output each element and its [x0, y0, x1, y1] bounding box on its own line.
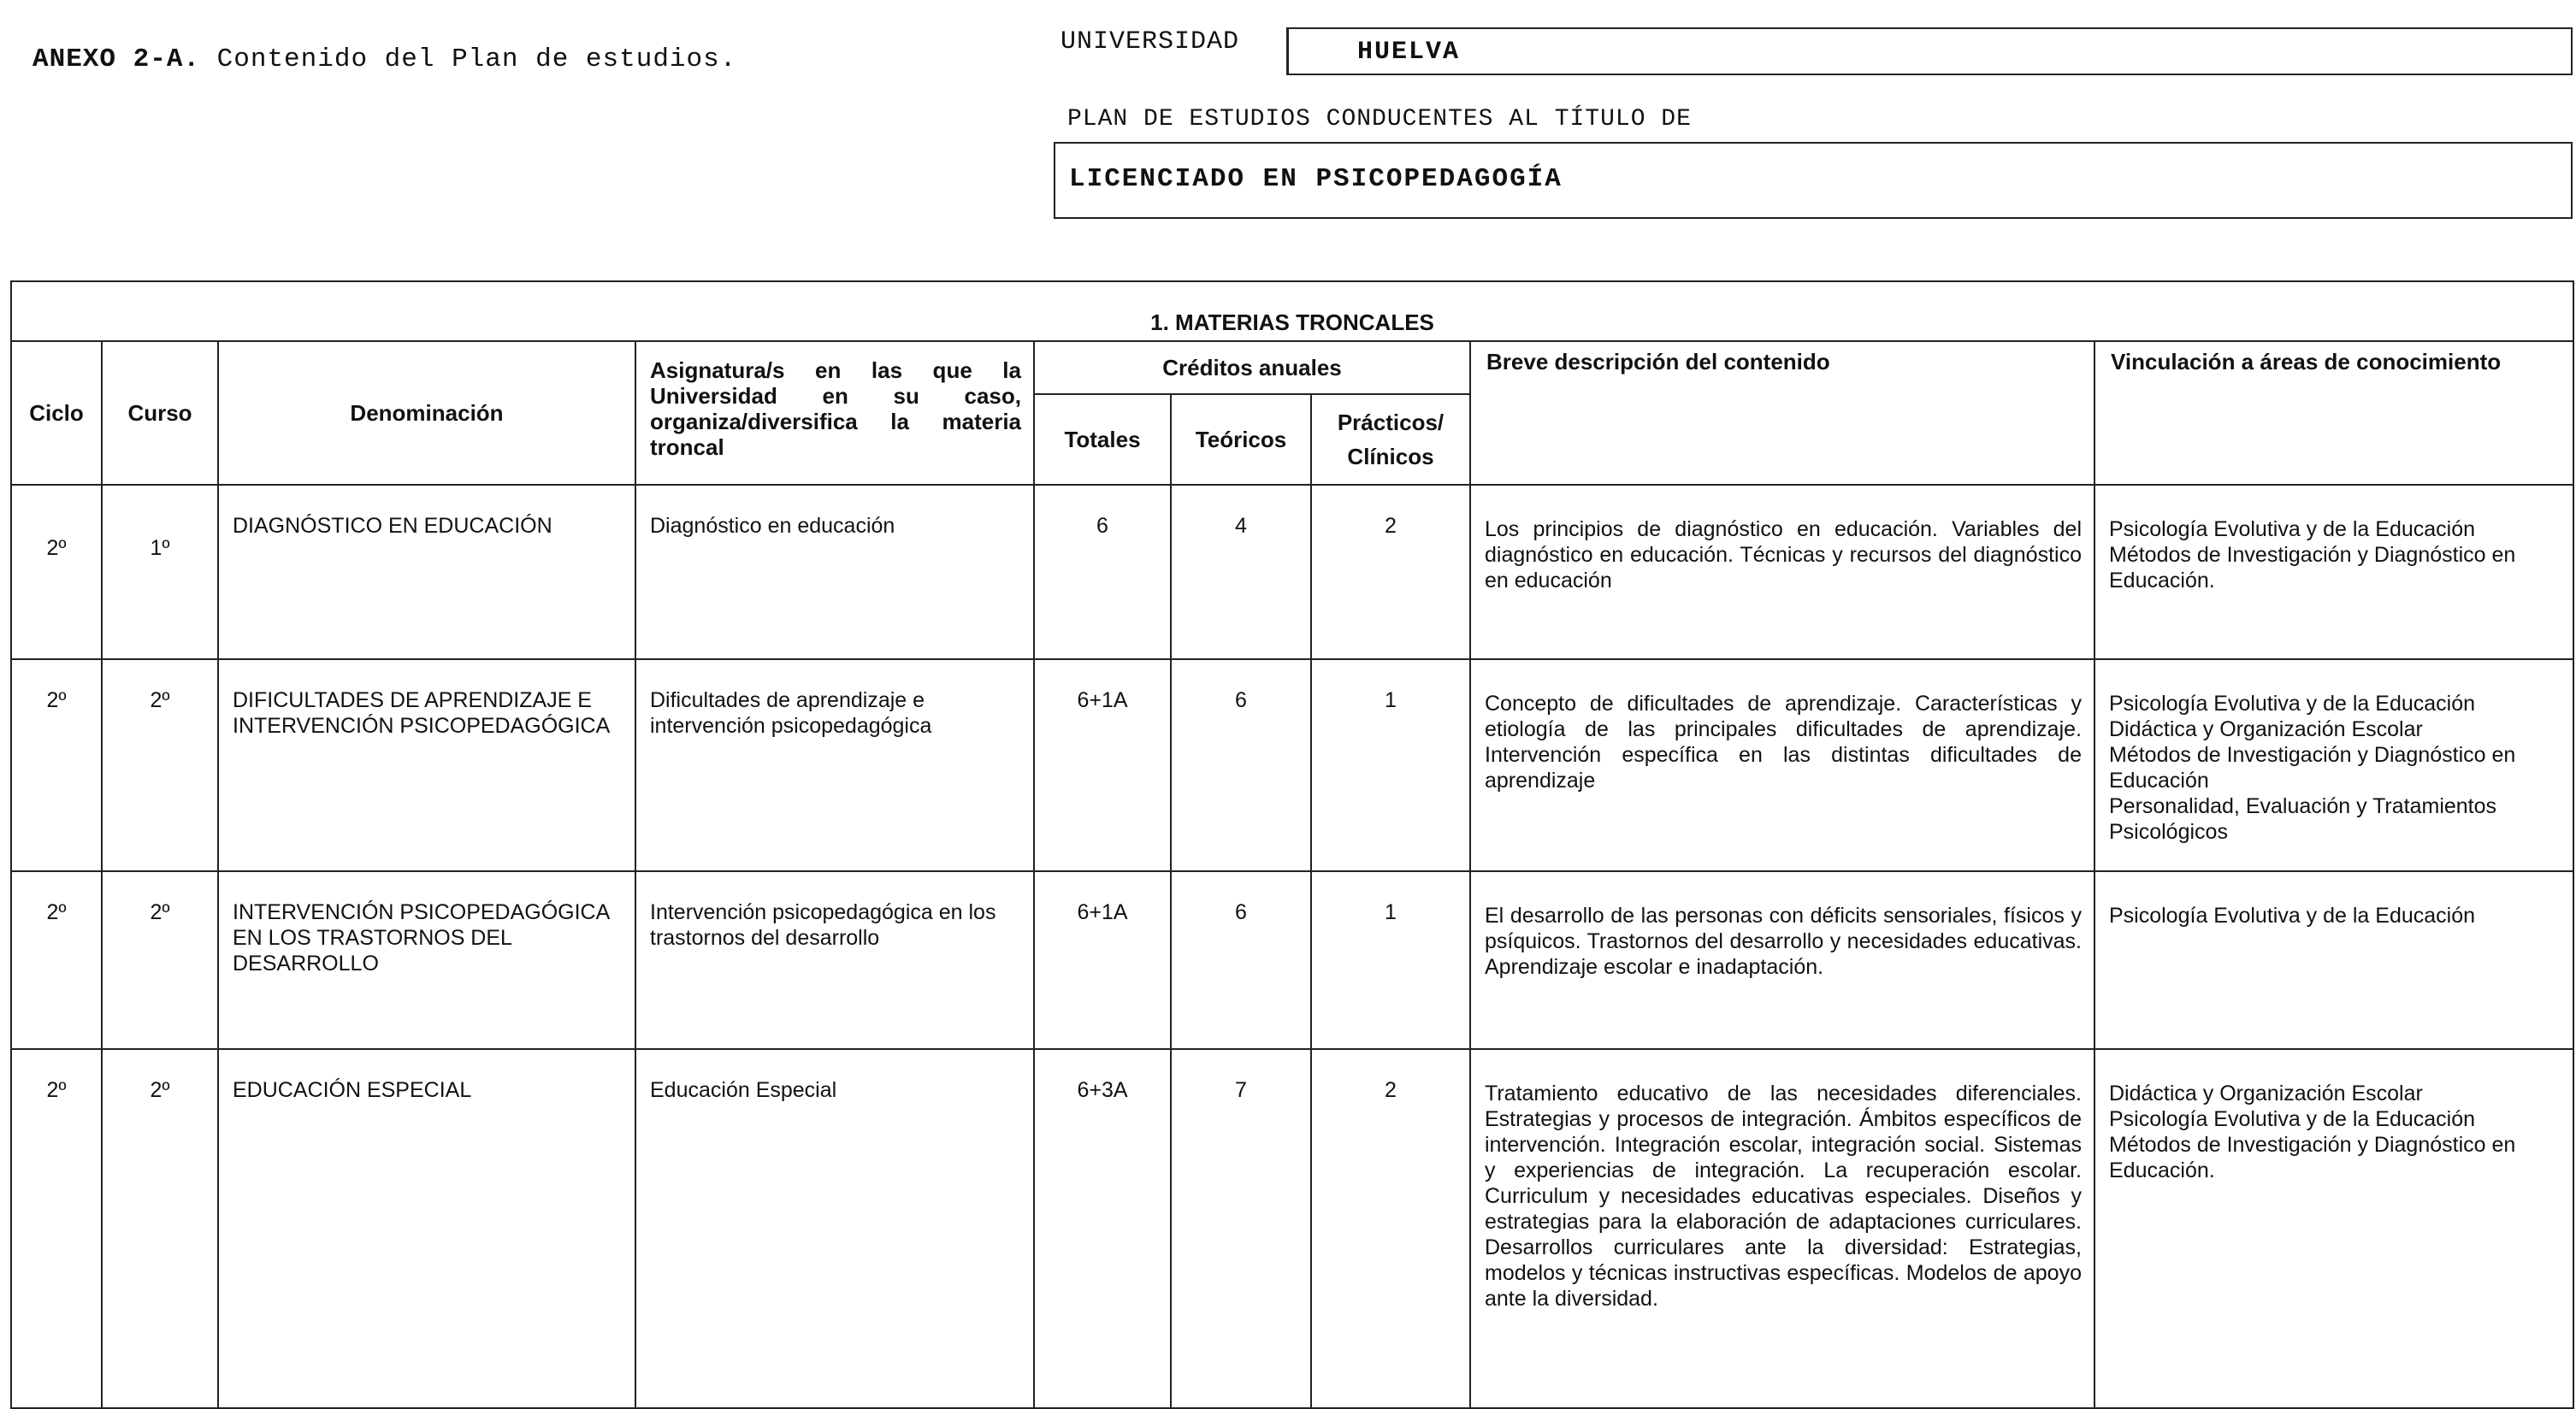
cell-teoricos: 6: [1171, 659, 1311, 871]
cell-practicos: 2: [1311, 1049, 1470, 1408]
cell-ciclo: 2º: [11, 659, 102, 871]
header-practicos-line1: Prácticos/: [1337, 410, 1445, 435]
area-item: Didáctica y Organización Escolar: [2109, 717, 2423, 741]
cell-vinculacion: [2094, 485, 2573, 659]
cell-denominacion: DIFICULTADES DE APRENDIZAJE E INTERVENCIÓN PSICOPEDAGÓGICA: [218, 659, 635, 871]
table-row: [11, 659, 2573, 871]
cell-ciclo: 2º: [11, 485, 102, 659]
cell-descripcion: Concepto de dificultades de aprendizaje. Características y etiología de las principales dificultades de aprendizaje. Intervención específica en las distintas dificultades de aprendizaje: [1470, 659, 2094, 871]
cell-denominacion: INTERVENCIÓN PSICOPEDAGÓGICA EN LOS TRASTORNOS DEL DESARROLLO: [218, 871, 635, 1049]
cell-totales: 6: [1034, 485, 1171, 659]
cell-descripcion: Tratamiento educativo de las necesidades diferenciales. Estrategias y procesos de integración. Ámbitos específicos de intervención. Integración escolar, integración social. Sistemas y experiencias de integración. La recuperación escolar. Curriculum y necesidades educativas especiales. Diseños y estrategias para la elaboración de adaptaciones curriculares. Desarrollos curriculares ante la diversidad: Estrategias, modelos y técnicas instructivas específicas. Modelos de apoyo ante la diversidad.: [1470, 1049, 2094, 1408]
cell-descripcion: El desarrollo de las personas con déficits sensoriales, físicos y psíquicos. Trastornos del desarrollo y necesidades educativas. Aprendizaje escolar e inadaptación.: [1470, 871, 2094, 1049]
cell-curso: 2º: [102, 659, 218, 871]
header-asignatura: Asignatura/s en las que la Universidad en su caso, organiza/diversifica la materia troncal: [635, 341, 1034, 485]
header-descripcion: Breve descripción del contenido: [1470, 341, 2094, 485]
cell-denominacion: DIAGNÓSTICO EN EDUCACIÓN: [218, 485, 635, 659]
cell-curso: 1º: [102, 485, 218, 659]
cell-teoricos: 7: [1171, 1049, 1311, 1408]
cell-ciclo: 2º: [11, 1049, 102, 1408]
header-vinculacion: Vinculación a áreas de conocimiento: [2094, 341, 2573, 485]
cell-vinculacion: [2094, 659, 2573, 871]
table-row: [11, 1049, 2573, 1408]
cell-vinculacion: [2094, 1049, 2573, 1408]
cell-asignatura: Dificultades de aprendizaje e intervención psicopedagógica: [635, 659, 1034, 871]
university-label: UNIVERSIDAD: [1061, 27, 1240, 56]
section-title: 1. MATERIAS TRONCALES: [11, 281, 2573, 341]
degree-title-value: LICENCIADO EN PSICOPEDAGOGÍA: [1069, 164, 1563, 194]
area-item: Didáctica y Organización Escolar: [2109, 1082, 2423, 1105]
cell-teoricos: 4: [1171, 485, 1311, 659]
cell-totales: 6+1A: [1034, 659, 1171, 871]
annex-heading: [32, 44, 736, 74]
cell-asignatura: Intervención psicopedagógica en los trastornos del desarrollo: [635, 871, 1034, 1049]
cell-denominacion: EDUCACIÓN ESPECIAL: [218, 1049, 635, 1408]
area-item: Métodos de Investigación y Diagnóstico en Educación: [2109, 743, 2516, 793]
university-value: HUELVA: [1357, 38, 1461, 67]
university-field: [1286, 27, 2573, 75]
cell-practicos: 1: [1311, 659, 1470, 871]
area-item: Psicología Evolutiva y de la Educación: [2109, 904, 2476, 928]
cell-descripcion: Los principios de diagnóstico en educación. Variables del diagnóstico en educación. Técnicas y recursos del diagnóstico en educación: [1470, 485, 2094, 659]
header-curso: Curso: [102, 341, 218, 485]
cell-asignatura: Educación Especial: [635, 1049, 1034, 1408]
cell-curso: 2º: [102, 871, 218, 1049]
subjects-table-wrapper: [10, 280, 2573, 1409]
cell-asignatura: Diagnóstico en educación: [635, 485, 1034, 659]
cell-totales: 6+1A: [1034, 871, 1171, 1049]
table-row: [11, 485, 2573, 659]
area-item: Psicología Evolutiva y de la Educación: [2109, 517, 2476, 541]
header-practicos: [1311, 394, 1470, 485]
area-item: Psicología Evolutiva y de la Educación: [2109, 1107, 2476, 1131]
degree-title-field: [1054, 142, 2573, 219]
cell-practicos: 2: [1311, 485, 1470, 659]
annex-text: Contenido del Plan de estudios.: [216, 44, 737, 74]
header-ciclo: Ciclo: [11, 341, 102, 485]
cell-practicos: 1: [1311, 871, 1470, 1049]
header-practicos-line2: Clínicos: [1347, 444, 1434, 469]
header-denominacion: Denominación: [218, 341, 635, 485]
area-item: Métodos de Investigación y Diagnóstico en Educación.: [2109, 543, 2516, 592]
area-item: Personalidad, Evaluación y Tratamientos Psicológicos: [2109, 794, 2497, 844]
header-creditos: Créditos anuales: [1034, 341, 1470, 394]
cell-teoricos: 6: [1171, 871, 1311, 1049]
annex-label: ANEXO 2-A.: [32, 44, 201, 74]
area-item: Métodos de Investigación y Diagnóstico en Educación.: [2109, 1133, 2516, 1182]
header-totales: Totales: [1034, 394, 1171, 485]
subjects-table: [10, 280, 2574, 1409]
table-row: [11, 871, 2573, 1049]
cell-ciclo: 2º: [11, 871, 102, 1049]
cell-totales: 6+3A: [1034, 1049, 1171, 1408]
cell-curso: 2º: [102, 1049, 218, 1408]
cell-vinculacion: [2094, 871, 2573, 1049]
header-teoricos: Teóricos: [1171, 394, 1311, 485]
area-item: Psicología Evolutiva y de la Educación: [2109, 692, 2476, 716]
plan-label: PLAN DE ESTUDIOS CONDUCENTES AL TÍTULO DE: [1067, 106, 1692, 133]
